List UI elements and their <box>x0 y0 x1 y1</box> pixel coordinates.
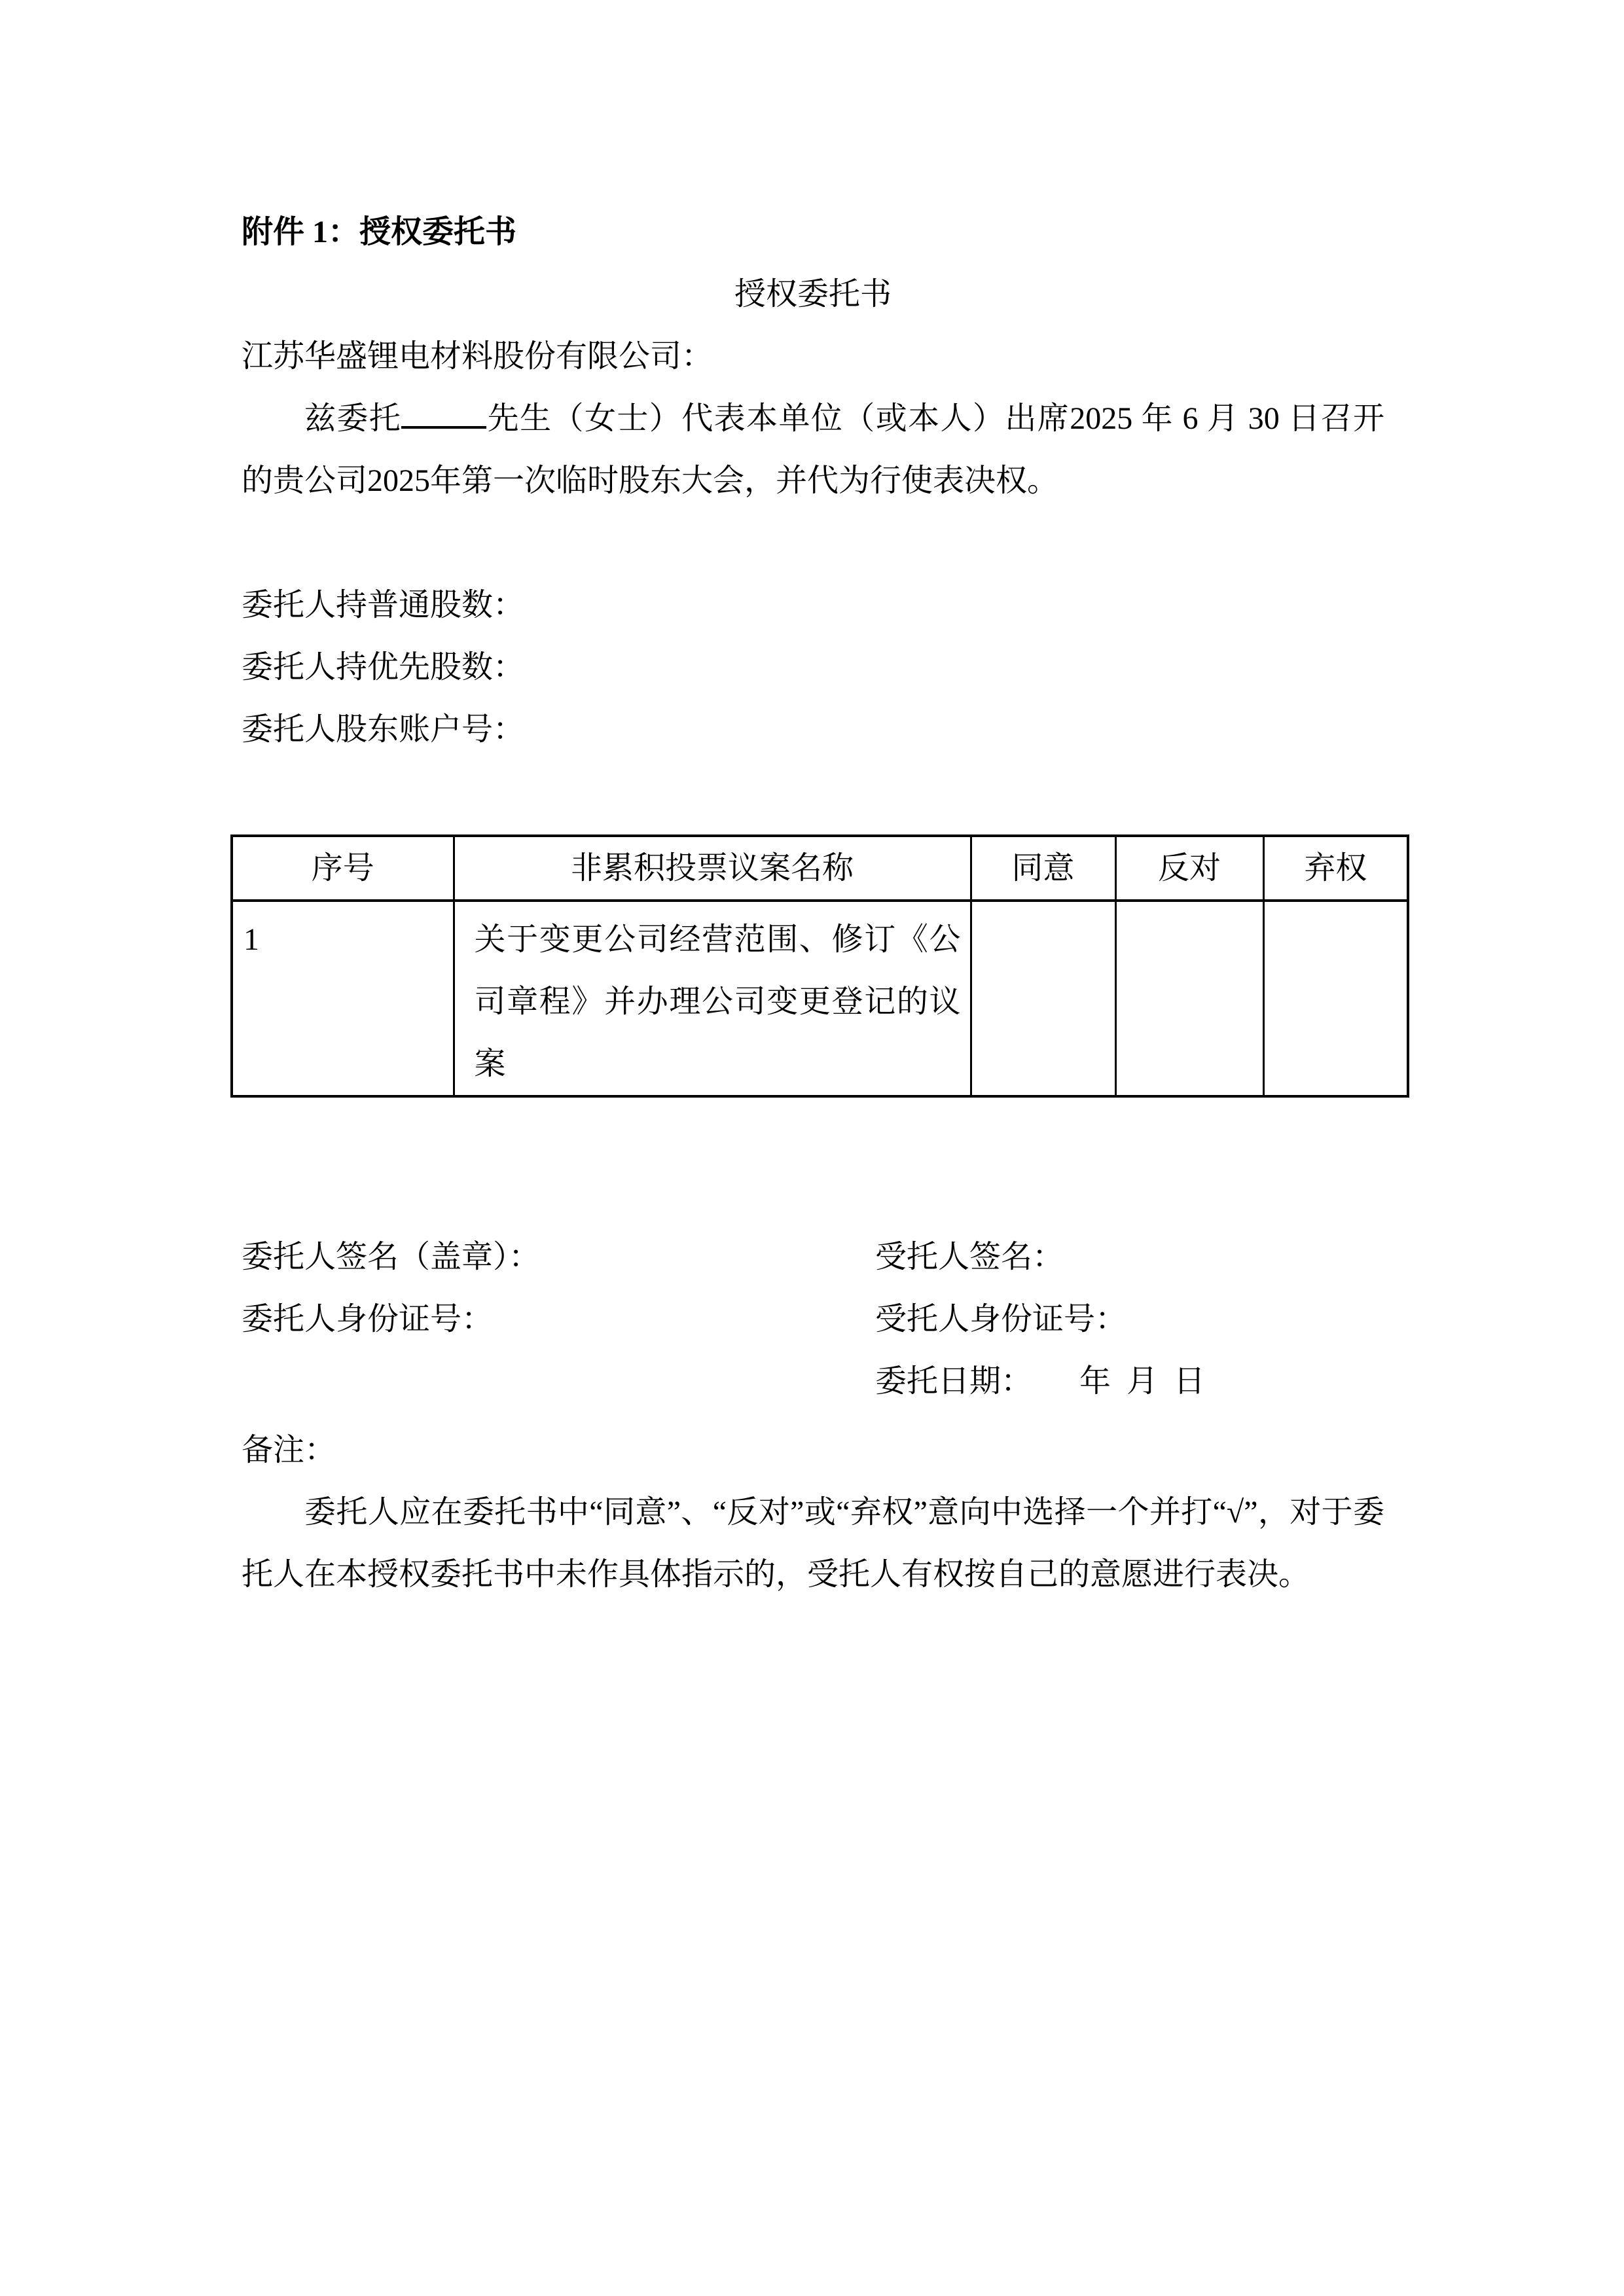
document-content <box>242 201 1384 1605</box>
signature-row-ids <box>242 1288 1384 1350</box>
principal-id-label: 委托人身份证号： <box>242 1302 494 1336</box>
vote-cell-against <box>1115 901 1263 1096</box>
column-header-proposal: 非累积投票议案名称 <box>454 836 971 901</box>
signature-row-names <box>242 1226 1384 1288</box>
table-row <box>232 901 1408 1096</box>
column-header-agree: 同意 <box>971 836 1115 901</box>
column-header-serial: 序号 <box>232 836 454 901</box>
ordinary-shares-line: 委托人持普通股数： <box>242 588 525 622</box>
proxy-name-blank-underline <box>401 425 486 429</box>
signature-section <box>242 1226 1384 1412</box>
serial-cell: 1 <box>232 901 454 1096</box>
document-title: 授权委托书 <box>734 277 892 312</box>
proxy-paragraph-rest: 先生（女士）代表本单位（或本人）出席2025 年 6 月 30 日召开的贵公司2025年第一次临时股东大会，并代为行使表决权。 <box>242 401 1384 498</box>
blank-line <box>242 512 1384 574</box>
trustee-signature-label: 受托人签名： <box>875 1240 1064 1274</box>
proxy-paragraph-lead: 兹委托 <box>304 401 402 436</box>
remark-section <box>242 1419 1384 1605</box>
principal-signature-label: 委托人签名（盖章）： <box>242 1240 541 1274</box>
signature-row-date <box>242 1350 1384 1412</box>
voting-table <box>230 834 1409 1098</box>
vote-cell-agree <box>971 901 1115 1096</box>
salutation: 江苏华盛锂电材料股份有限公司： <box>242 339 713 374</box>
attachment-heading: 附件 1：授权委托书 <box>242 215 517 249</box>
table-header-row <box>232 836 1408 901</box>
remark-text: 委托人应在委托书中“同意”、“反对”或“弃权”意向中选择一个并打“√”，对于委托人在本授权委托书中未作具体指示的，受托人有权按自己的意愿进行表决。 <box>242 1495 1384 1592</box>
proxy-paragraph <box>242 387 1384 512</box>
column-header-against: 反对 <box>1115 836 1263 901</box>
trustee-id-label: 受托人身份证号： <box>875 1302 1127 1336</box>
column-header-abstain: 弃权 <box>1263 836 1408 901</box>
shareholder-account-line: 委托人股东账户号： <box>242 712 525 747</box>
signature-row-date-spacer <box>242 1350 875 1412</box>
vote-cell-abstain <box>1263 901 1408 1096</box>
preferred-shares-line: 委托人持优先股数： <box>242 650 525 685</box>
remark-label: 备注： <box>242 1433 336 1467</box>
proposal-cell: 关于变更公司经营范围、修订《公司章程》并办理公司变更登记的议案 <box>454 901 971 1096</box>
entrust-date-label: 委托日期： 年 月 日 <box>875 1364 1206 1399</box>
